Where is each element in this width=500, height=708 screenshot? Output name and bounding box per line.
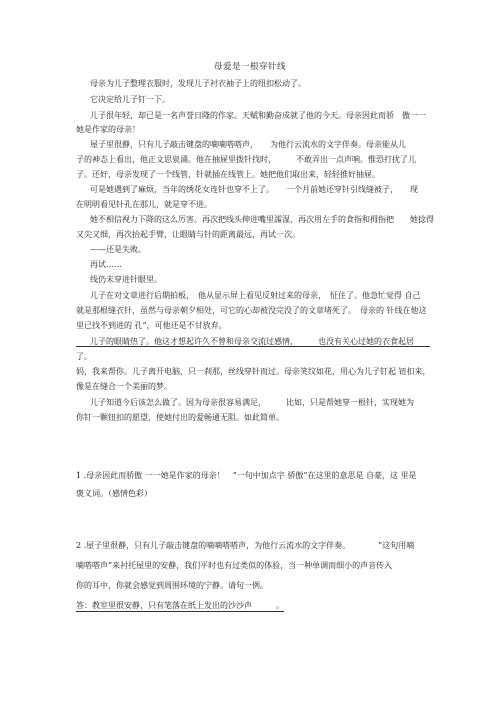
story-line: 她是作家的母亲！ (76, 125, 140, 134)
question-2-line: 你的耳中，你就会感觉到周围环境的宁静。请句一例。 (76, 581, 268, 590)
story-line: 线仍未穿进针眼里。 (90, 275, 162, 284)
question-1-line: 褒义词。（感情色彩） (76, 489, 152, 498)
story-title: 母爱是一根穿针线 (213, 62, 286, 72)
story-line: 你钉一颗钮扣的愿望，使她付出的爱畅通无阻。如此简单。 (76, 413, 284, 422)
story-line: 在明明看见针孔在那儿，就是穿不进。 (76, 200, 212, 209)
story-line: 儿子知道今后该怎么做了。因为母亲很容易满足， 比如，只是帮她穿一根针，实现她为 (90, 398, 414, 407)
story-line: 了。 (76, 352, 92, 361)
underline-rule (76, 346, 430, 347)
story-line: 再试…… (90, 260, 122, 269)
question-2-answer: 答：教室里很安静，只有笔落在纸上发出的沙沙声 。 (76, 601, 284, 610)
story-line: 母亲为儿子整理衣服时，发现儿子衬衣袖子上的纽扣松动了。 (90, 79, 306, 88)
story-line: 又尖又细，再次抬起手臂，让眼睛与针的距离最远，再试一次。 (76, 230, 300, 239)
story-line: 像是在缝合一个美丽的梦。 (76, 382, 172, 391)
story-line: 她不相信视力下降的这么厉害。再次把线头伸进嘴里濡湿，再次用左手的食指和拇指把 她捻得 (90, 215, 434, 224)
question-2-line: 2 .屋子里很静，只有儿子敲击键盘的嘀嘀嗒嗒声，为他行云流水的文字伴奏。 ”这句用嘀 (76, 541, 415, 550)
story-line: 妈，我来帮你。儿子离开电脑，只一刹那，丝线穿针而过。母亲笑纹如花，用心为儿子钉起 钮扣来， (76, 367, 431, 376)
story-line: 就是那根缝衣针，虽然与母亲朝夕相处，可它的心却被没完没了的文章堵死了。 母亲的 针线在他这 (76, 306, 427, 315)
story-line: 子的神态上看出，他正文思泉涌。他在抽屉里拨针找时， 不敢弄出一点声响。惟恐打扰了儿 (76, 155, 416, 164)
question-1-line: 1 .母亲因此而骄傲 一一她是作家的母亲！ ”一句中加点字 骄傲”在这里的意思是 自豪，这 里是 (76, 471, 417, 480)
story-line: 儿子在对文章进行后期拍板， 他从显示屏上看见反射过来的母亲， 怔住了。他急忙觉得 自己 (90, 291, 421, 300)
story-line: ——还是失败。 (90, 245, 146, 254)
story-line: 儿子的眼睛热了。他这才想起许久不曾和母亲交流过感情， 也没有关心过她的衣食起居 (90, 337, 414, 346)
story-line: 它决定给儿子钉一下。 (90, 95, 170, 104)
question-2-line: 嘀嗒嗒声”来衬托屋里的安静，我们平时也有过类似的体验，当一种单调而细小的声音传入 (76, 561, 393, 570)
story-line: 可是她遇到了麻烦，当年的绣花女连针也穿不上了。 一个月前她还穿针引线缝被子， 现 (90, 185, 418, 194)
story-line: 子。还好，母亲发现了一个线管，针就插在线管上。她把他们取出来，轻轻推好抽屉。 (76, 170, 380, 179)
story-line: 里已找不到进的 孔”，可他还是不甘放弃。 (76, 321, 227, 330)
story-line: 儿子很年轻，却已是一名声誉日隆的作家。天赋和勤奋成就了他的今天。母亲因此而骄 傲一一 (90, 111, 426, 120)
story-line: 屋子里很静，只有儿子敲击键盘的嘀嘀嗒嗒声， 为他行云流水的文字伴奏。母亲能从儿 (90, 140, 406, 149)
